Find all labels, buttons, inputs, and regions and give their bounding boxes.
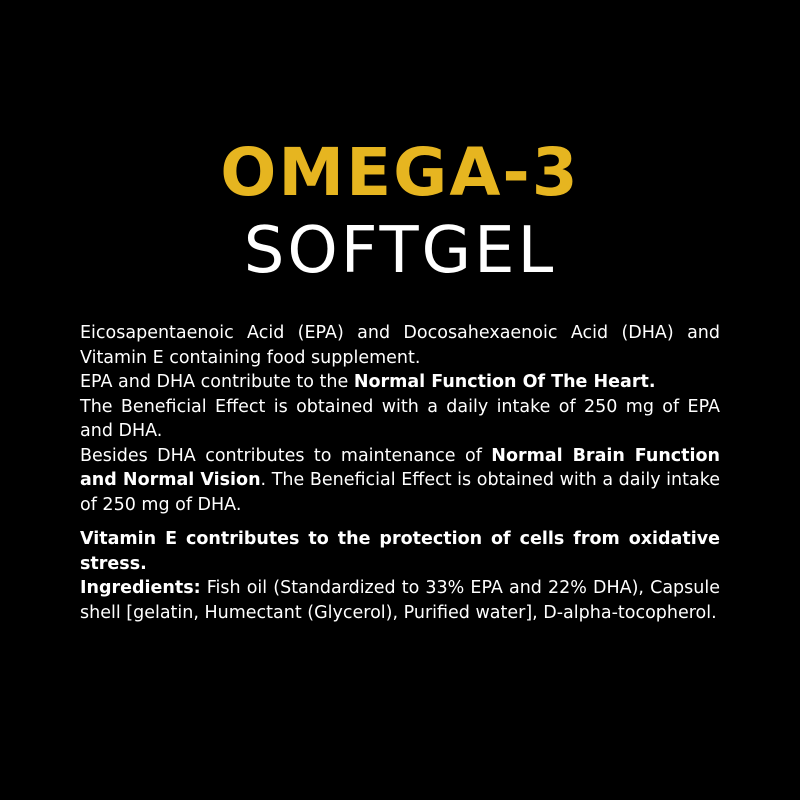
brain-text: Besides DHA contributes to maintenance of — [80, 445, 492, 466]
brain-vision-claim: Normal Brain Function and Normal Vision — [80, 445, 721, 490]
product-subtitle: SOFTGEL — [243, 214, 557, 288]
ingredients-label: Ingredients: — [80, 578, 201, 598]
description-brain-vision — [80, 444, 720, 518]
ingredients — [80, 576, 720, 625]
description-intake: The Beneficial Effect is obtained with a daily intake of 250 mg of EPA and DHA. — [80, 396, 720, 441]
product-title: OMEGA-3 — [220, 134, 580, 211]
description-intro: Eicosapentaenoic Acid (EPA) and Docosahexaenoic Acid (DHA) and Vitamin E containing food supplement. — [80, 323, 720, 368]
paragraph-gap — [80, 517, 720, 527]
vitamin-e-claim — [80, 527, 720, 576]
description-heart — [80, 370, 720, 395]
ingredients-list: Fish oil (Standardized to 33% EPA and 22% DHA), Capsule shell [gelatin, Humectant (Glycerol), Purified water], D-alpha-tocopherol. — [80, 578, 720, 623]
vitamin-e-text: Vitamin E contributes to the protection of cells from oxidative stress. — [80, 529, 720, 574]
heart-text: EPA and DHA contribute to the — [80, 372, 354, 392]
brain-rest: . The Beneficial Effect is obtained with a daily intake of 250 mg of DHA. — [80, 470, 720, 515]
heart-claim: Normal Function Of The Heart. — [353, 372, 656, 392]
product-description — [80, 321, 720, 625]
